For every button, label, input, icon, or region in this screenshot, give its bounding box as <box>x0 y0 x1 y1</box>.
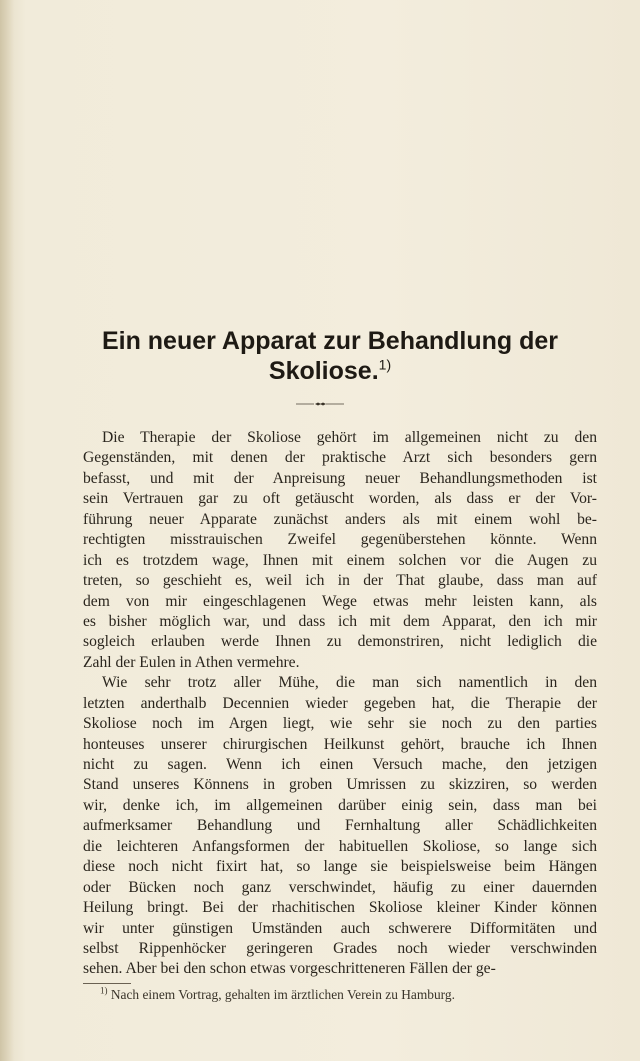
text-line-p1-4: sein Vertrauen gar zu oft getäuscht worden, als dass er der Vor- <box>83 490 597 508</box>
footnote-mark: 1) <box>100 985 108 996</box>
text-line-p2-2: letzten anderthalb Decennien wieder gegeben hat, die Therapie der <box>83 694 597 712</box>
text-line-p2-5: nicht zu sagen. Wenn ich einen Versuch mache, den jetzigen <box>83 756 597 773</box>
text-line-p1-1: Die Therapie der Skoliose gehört im allgemeinen nicht zu den <box>102 429 597 446</box>
title-footnote-mark: 1) <box>378 356 392 373</box>
footnote-separator <box>83 983 131 984</box>
text-line-p2-4: honteuses unserer chirurgischen Heilkunst gehört, brauche ich Ihnen <box>83 735 597 753</box>
footnote-text: Nach einem Vortrag, gehalten im ärztlichen Verein zu Hamburg. <box>110 987 455 1002</box>
text-line-p2-13: wir unter günstigen Umständen auch schwerere Difformitäten und <box>83 919 597 937</box>
text-line-p1-10: es bisher möglich war, und dass ich mit dem Apparat, den ich mir <box>83 612 597 630</box>
text-line-p2-3: Skoliose noch im Argen liegt, wie sehr sie noch zu den parties <box>83 715 597 733</box>
text-line-p2-14: selbst Rippenhöcker geringeren Grades noch wieder verschwinden <box>83 939 597 957</box>
text-line-p1-9: dem von mir eingeschlagenen Wege etwas mehr leisten kann, als <box>83 592 597 610</box>
text-line-p1-7: ich es trotzdem wage, Ihnen mit einem solchen vor die Augen zu <box>83 551 597 569</box>
text-line-p2-15: sehen. Aber bei den schon etwas vorgeschritteneren Fällen der ge- <box>83 960 496 978</box>
text-line-p2-1: Wie sehr trotz aller Mühe, die man sich namentlich in den <box>102 674 597 692</box>
text-line-p2-8: aufmerksamer Behandlung und Fernhaltung aller Schädlichkeiten <box>83 817 597 835</box>
article-body <box>83 428 597 980</box>
article-title-word: Skoliose. <box>268 357 379 385</box>
text-line-p1-2: Gegenständen, mit denen der praktische Arzt sich besonders gern <box>83 449 597 467</box>
text-line-p2-9: die leichteren Anfangsformen der habituellen Skoliose, so lange sich <box>83 837 597 855</box>
title-ornament-divider <box>296 402 344 406</box>
text-line-p1-12: Zahl der Eulen in Athen vermehre. <box>83 653 300 671</box>
text-line-p2-12: Heilung bringt. Bei der rhachitischen Skoliose kleiner Kinder können <box>83 899 597 917</box>
page-spine-shadow <box>0 0 14 1061</box>
article-title-line-1: Ein neuer Apparat zur Behandlung der <box>101 327 559 355</box>
text-line-p1-3: befasst, und mit der Anpreisung neuer Behandlungsmethoden ist <box>83 469 597 487</box>
text-line-p1-11: sogleich erlauben werde Ihnen zu demonstriren, nicht lediglich die <box>83 633 597 651</box>
text-line-p1-6: rechtigten misstrauischen Zweifel gegenüberstehen könnte. Wenn <box>83 531 597 549</box>
text-line-p2-10: diese noch nicht fixirt hat, so lange sie beispielsweise beim Hängen <box>83 858 597 876</box>
text-line-p2-6: Stand unseres Könnens in groben Umrissen zu skizziren, so werden <box>83 776 597 794</box>
text-line-p1-5: führung neuer Apparate zunächst anders als mit einem wohl be- <box>83 510 597 528</box>
footnote <box>100 986 455 1004</box>
text-line-p2-11: oder Bücken noch ganz verschwindet, häufig zu einer dauernden <box>83 878 597 896</box>
text-line-p2-7: wir, denke ich, im allgemeinen darüber einig sein, dass man bei <box>83 796 597 814</box>
text-line-p1-8: treten, so geschieht es, weil ich in der That glaube, dass man auf <box>83 572 597 590</box>
article-title-line-2 <box>60 356 600 386</box>
